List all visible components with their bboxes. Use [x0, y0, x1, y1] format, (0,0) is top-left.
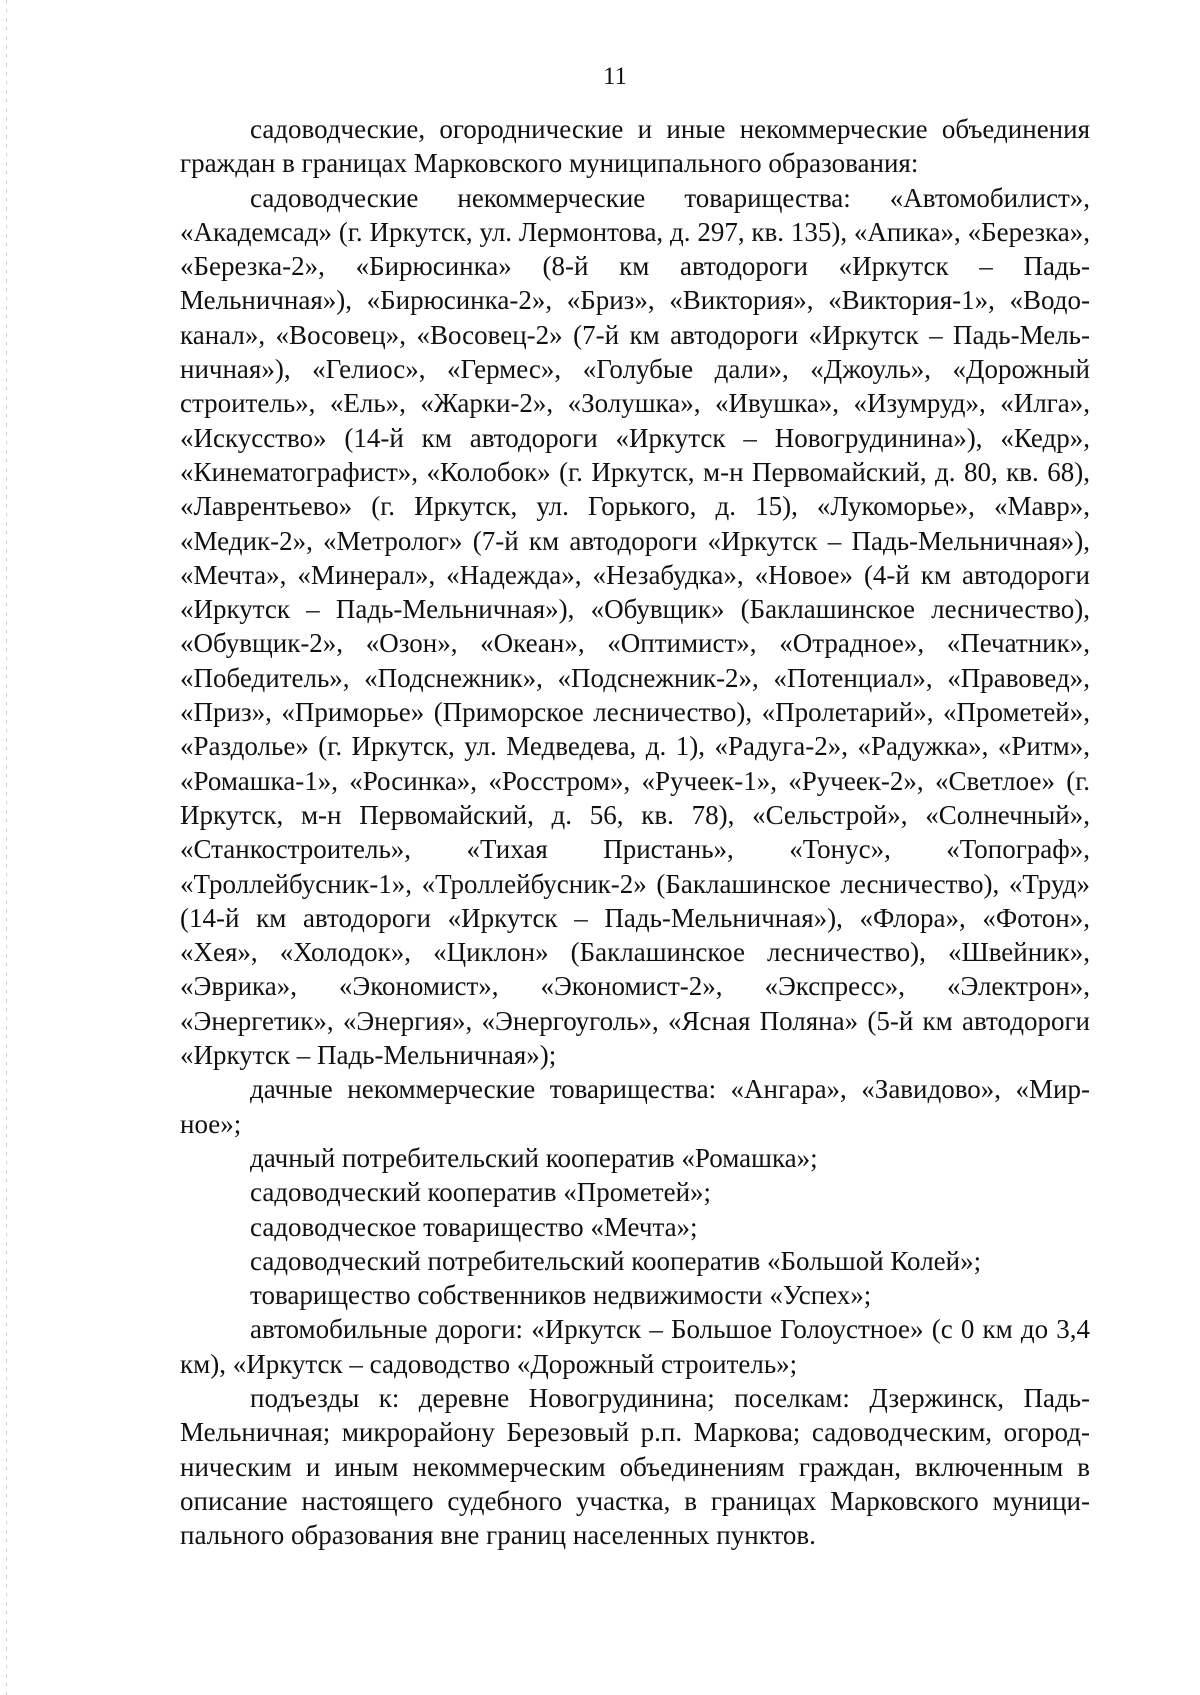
paragraph-intro: садоводческие, огороднические и иные некоммерческие объединения граждан в границах Марковского муниципального образования:	[180, 114, 1090, 179]
page-number: 11	[602, 63, 628, 90]
paragraph-sad-tov: садоводческое товарищество «Мечта»;	[250, 1211, 698, 1242]
paragraph-sad-coop: садоводческий кооператив «Прометей»;	[250, 1177, 712, 1208]
paragraph-snt-list: садоводческие некоммерческие товарищества: «Автомобилист», «Академсад» (г. Иркутск, ул. Лермонтова, д. 297, кв. 135), «Апика», «Березка», «Березка-2», «Бирюсинка» (8-й км автодороги «Иркутск – Падь-Мельничная»), «Бирюсинка-2», «Бриз», «Виктория», «Виктория-1», «Водоканал», «Восовец», «Восовец-2» (7-й км автодороги «Иркутск – Падь-Мельничная»), «Гелиос», «Гермес», «Голубые дали», «Джоуль», «Дорожный строитель», «Ель», «Жарки-2», «Золушка», «Ивушка», «Изумруд», «Илга», «Искусство» (14-й км автодороги «Иркутск – Новогрудинина»), «Кедр», «Кинематографист», «Колобок» (г. Иркутск, м-н Первомайский, д. 80, кв. 68), «Лаврентьево» (г. Иркутск, ул. Горького, д. 15), «Лукоморье», «Мавр», «Медик-2», «Метролог» (7-й км автодороги «Иркутск – Падь-Мельничная»), «Мечта», «Минерал», «Надежда», «Незабудка», «Новое» (4-й км автодороги «Иркутск – Падь-Мельничная»), «Обувщик» (Баклашинское лесничество), «Обувщик-2», «Озон», «Океан», «Оптимист», «Отрадное», «Печатник», «Победитель», «Подснежник», «Подснежник-2», «Потенциал», «Правовед», «Приз», «Приморье» (Приморское лесничество), «Пролетарий», «Прометей», «Раздолье» (г. Иркутск, ул. Медведева, д. 1), «Радуга-2», «Радужка», «Ритм», «Ромашка-1», «Росинка», «Росстром», «Ручеек-1», «Ручеек-2», «Светлое» (г. Иркутск, м-н Первомайский, д. 56, кв. 78), «Сельстрой», «Солнечный», «Станкостроитель», «Тихая Пристань», «Тонус», «Топограф», «Троллейбусник-1», «Троллейбусник-2» (Баклашинское лесничество), «Труд» (14-й км автодороги «Иркутск – Падь-Мельничная»), «Флора», «Фотон», «Хея», «Холодок», «Циклон» (Баклашинское лесничество), «Швейник», «Эврика», «Экономист», «Экономист-2», «Экспресс», «Электрон», «Энергетик», «Энергия», «Энергоуголь», «Ясная Поляна» (5-й км автодороги «Иркутск – Падь-Мельничная»);	[180, 182, 1090, 1071]
paragraph-dnt-list: дачные некоммерческие товарищества: «Ангара», «Завидово», «Мирное»;	[180, 1074, 1090, 1139]
paragraph-tsn: товарищество собственников недвижимости «Успех»;	[250, 1280, 872, 1311]
document-body	[180, 112, 1090, 1552]
scan-edge-dots	[6, 0, 7, 1695]
paragraph-roads: автомобильные дороги: «Иркутск – Большое Голоустное» (с 0 км до 3,4 км), «Иркутск – садоводство «Дорожный строитель»;	[180, 1314, 1090, 1379]
paragraph-sad-potreb-coop: садоводческий потребительский кооператив «Большой Колей»;	[250, 1245, 982, 1276]
paragraph-approaches: подъезды к: деревне Новогрудинина; поселкам: Дзержинск, Падь-Мельничная; микрорайону Березовый р.п. Маркова; садоводческим, огородническим и иным некоммерческим объединениям граждан, включенным в описание настоящего судебного участка, в границах Марковского муниципального образования вне границ населенных пунктов.	[180, 1382, 1090, 1551]
paragraph-dachny-coop: дачный потребительский кооператив «Ромашка»;	[250, 1142, 818, 1173]
